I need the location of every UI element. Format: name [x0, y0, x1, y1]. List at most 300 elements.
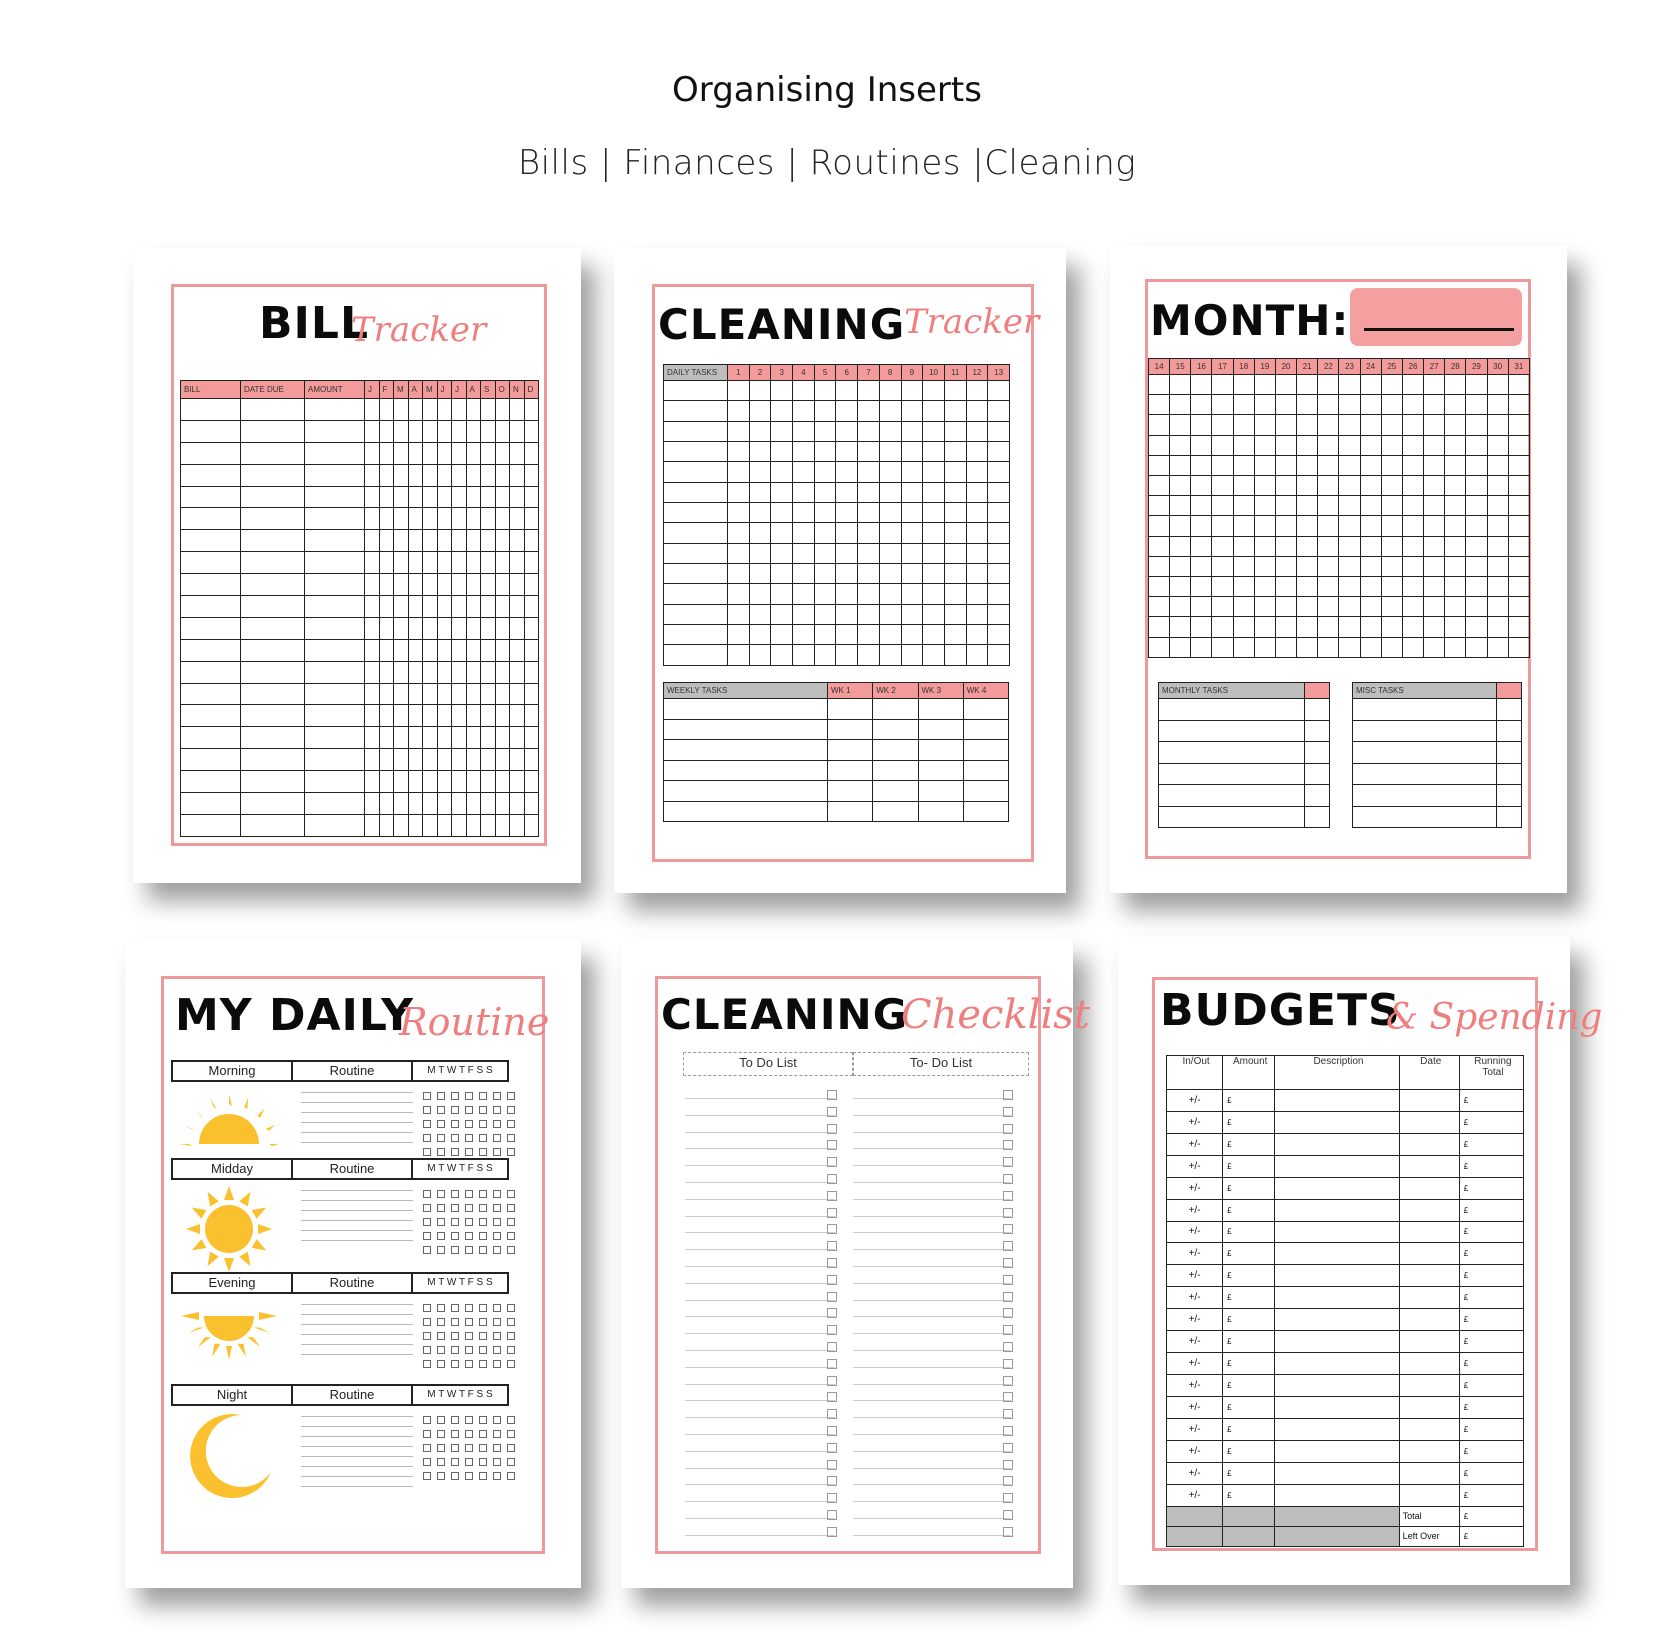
table-cell[interactable] — [510, 705, 525, 727]
date-cell[interactable] — [1399, 1462, 1459, 1484]
table-cell[interactable] — [901, 625, 923, 645]
table-cell[interactable] — [771, 604, 793, 624]
table-cell[interactable] — [966, 584, 988, 604]
running-total-cell[interactable]: £ — [1459, 1440, 1523, 1462]
todo-checkbox[interactable] — [827, 1140, 837, 1150]
routine-checkbox[interactable] — [493, 1332, 501, 1340]
table-cell[interactable] — [664, 381, 728, 401]
table-cell[interactable] — [923, 604, 945, 624]
table-cell[interactable] — [1254, 617, 1275, 637]
date-cell[interactable] — [1399, 1199, 1459, 1221]
routine-line[interactable] — [301, 1122, 413, 1123]
routine-checkbox[interactable] — [437, 1148, 445, 1156]
todo-line[interactable] — [853, 1367, 1011, 1368]
table-cell[interactable] — [394, 705, 409, 727]
table-cell[interactable] — [901, 462, 923, 482]
routine-checkbox[interactable] — [465, 1304, 473, 1312]
routine-checkbox[interactable] — [479, 1360, 487, 1368]
table-cell[interactable] — [1487, 536, 1508, 556]
routine-checkbox[interactable] — [437, 1246, 445, 1254]
table-cell[interactable] — [664, 645, 728, 666]
todo-checkbox[interactable] — [827, 1124, 837, 1134]
table-cell[interactable] — [379, 749, 394, 771]
running-total-cell[interactable]: £ — [1459, 1374, 1523, 1396]
table-cell[interactable] — [1159, 742, 1305, 764]
table-cell[interactable] — [858, 584, 880, 604]
table-cell[interactable] — [379, 661, 394, 683]
table-cell[interactable] — [728, 625, 750, 645]
table-cell[interactable] — [901, 482, 923, 502]
routine-checkbox[interactable] — [479, 1218, 487, 1226]
table-cell[interactable] — [879, 401, 901, 421]
todo-line[interactable] — [685, 1451, 835, 1452]
table-cell[interactable] — [481, 705, 496, 727]
table-cell[interactable] — [181, 661, 241, 683]
table-cell[interactable] — [879, 543, 901, 563]
table-cell[interactable] — [749, 421, 771, 441]
todo-checkbox[interactable] — [827, 1325, 837, 1335]
table-cell[interactable] — [1275, 597, 1296, 617]
routine-checkbox[interactable] — [465, 1318, 473, 1326]
table-cell[interactable] — [1170, 455, 1191, 475]
routine-checkbox[interactable] — [507, 1134, 515, 1142]
table-cell[interactable] — [365, 596, 380, 618]
description-cell[interactable] — [1275, 1396, 1399, 1418]
table-cell[interactable] — [1360, 455, 1381, 475]
table-cell[interactable] — [1487, 496, 1508, 516]
table-cell[interactable] — [1445, 455, 1466, 475]
table-cell[interactable] — [495, 399, 510, 421]
table-cell[interactable] — [1212, 435, 1233, 455]
table-cell[interactable] — [1191, 476, 1212, 496]
todo-checkbox[interactable] — [1003, 1174, 1013, 1184]
table-cell[interactable] — [1233, 395, 1254, 415]
table-cell[interactable] — [828, 760, 873, 781]
table-cell[interactable] — [1487, 577, 1508, 597]
table-cell[interactable] — [1297, 496, 1318, 516]
table-cell[interactable] — [1233, 556, 1254, 576]
table-cell[interactable] — [1381, 516, 1402, 536]
table-cell[interactable] — [1149, 516, 1170, 536]
todo-line[interactable] — [853, 1216, 1011, 1217]
table-cell[interactable] — [944, 645, 966, 666]
table-cell[interactable] — [394, 399, 409, 421]
table-cell[interactable] — [1487, 637, 1508, 657]
table-cell[interactable] — [923, 442, 945, 462]
table-cell[interactable] — [728, 564, 750, 584]
routine-lines[interactable] — [301, 1190, 413, 1250]
table-cell[interactable] — [1466, 577, 1487, 597]
table-cell[interactable] — [466, 442, 481, 464]
table-cell[interactable] — [510, 508, 525, 530]
table-cell[interactable] — [1212, 637, 1233, 657]
amount-cell[interactable]: £ — [1223, 1462, 1275, 1484]
table-cell[interactable] — [1275, 536, 1296, 556]
table-cell[interactable] — [394, 486, 409, 508]
routine-checkbox[interactable] — [437, 1092, 445, 1100]
todo-checkbox[interactable] — [1003, 1308, 1013, 1318]
table-cell[interactable] — [1487, 556, 1508, 576]
table-cell[interactable] — [524, 552, 539, 574]
todo-checkbox[interactable] — [827, 1510, 837, 1520]
table-cell[interactable] — [664, 442, 728, 462]
date-cell[interactable] — [1399, 1090, 1459, 1112]
table-cell[interactable] — [365, 749, 380, 771]
table-cell[interactable] — [664, 401, 728, 421]
table-cell[interactable] — [510, 617, 525, 639]
table-cell[interactable] — [1445, 435, 1466, 455]
table-cell[interactable] — [1149, 455, 1170, 475]
routine-checkbox[interactable] — [423, 1444, 431, 1452]
routine-line[interactable] — [301, 1102, 413, 1103]
routine-checkbox[interactable] — [451, 1318, 459, 1326]
table-cell[interactable] — [1360, 637, 1381, 657]
table-cell[interactable] — [1445, 375, 1466, 395]
table-cell[interactable] — [1402, 395, 1423, 415]
table-cell[interactable] — [524, 508, 539, 530]
routine-checkbox[interactable] — [437, 1458, 445, 1466]
table-cell[interactable] — [901, 645, 923, 666]
table-cell[interactable] — [365, 486, 380, 508]
table-cell[interactable] — [1402, 435, 1423, 455]
todo-line[interactable] — [685, 1266, 835, 1267]
table-cell[interactable] — [1381, 395, 1402, 415]
routine-checkbox[interactable] — [451, 1332, 459, 1340]
table-cell[interactable] — [828, 740, 873, 761]
table-cell[interactable] — [664, 760, 828, 781]
routine-checkbox[interactable] — [493, 1190, 501, 1198]
table-cell[interactable] — [879, 604, 901, 624]
table-cell[interactable] — [1487, 375, 1508, 395]
routine-line[interactable] — [301, 1426, 413, 1427]
table-cell[interactable] — [664, 801, 828, 822]
table-cell[interactable] — [365, 814, 380, 836]
table-cell[interactable] — [1360, 415, 1381, 435]
table-cell[interactable] — [1381, 496, 1402, 516]
todo-checkbox[interactable] — [1003, 1443, 1013, 1453]
table-cell[interactable] — [771, 462, 793, 482]
table-cell[interactable] — [1191, 516, 1212, 536]
description-cell[interactable] — [1275, 1221, 1399, 1243]
table-cell[interactable] — [1275, 415, 1296, 435]
table-cell[interactable] — [524, 661, 539, 683]
table-cell[interactable] — [379, 399, 394, 421]
table-cell[interactable] — [1360, 577, 1381, 597]
routine-checkbox[interactable] — [507, 1190, 515, 1198]
routine-checkbox[interactable] — [423, 1092, 431, 1100]
in-out-cell[interactable]: +/- — [1167, 1199, 1223, 1221]
table-cell[interactable] — [423, 705, 438, 727]
table-cell[interactable] — [749, 523, 771, 543]
table-cell[interactable] — [879, 462, 901, 482]
table-cell[interactable] — [1339, 455, 1360, 475]
table-cell[interactable] — [241, 617, 305, 639]
table-cell[interactable] — [452, 793, 467, 815]
routine-checkbox[interactable] — [465, 1204, 473, 1212]
table-cell[interactable] — [365, 617, 380, 639]
table-cell[interactable] — [437, 771, 452, 793]
todo-line[interactable] — [685, 1417, 835, 1418]
table-cell[interactable] — [1212, 476, 1233, 496]
table-cell[interactable] — [481, 574, 496, 596]
todo-checkbox[interactable] — [1003, 1476, 1013, 1486]
table-cell[interactable] — [966, 401, 988, 421]
table-cell[interactable] — [901, 421, 923, 441]
description-cell[interactable] — [1275, 1353, 1399, 1375]
table-cell[interactable] — [466, 793, 481, 815]
table-cell[interactable] — [1487, 597, 1508, 617]
table-cell[interactable] — [814, 564, 836, 584]
table-cell[interactable] — [1170, 617, 1191, 637]
table-cell[interactable] — [1149, 476, 1170, 496]
todo-line[interactable] — [685, 1182, 835, 1183]
in-out-cell[interactable]: +/- — [1167, 1418, 1223, 1440]
table-cell[interactable] — [495, 771, 510, 793]
todo-line[interactable] — [853, 1098, 1011, 1099]
routine-checkbox[interactable] — [423, 1332, 431, 1340]
table-cell[interactable] — [394, 508, 409, 530]
in-out-cell[interactable]: +/- — [1167, 1090, 1223, 1112]
table-cell[interactable] — [1466, 536, 1487, 556]
routine-checkbox[interactable] — [465, 1134, 473, 1142]
table-cell[interactable] — [481, 596, 496, 618]
routine-checkbox[interactable] — [465, 1416, 473, 1424]
table-cell[interactable] — [305, 530, 365, 552]
table-cell[interactable] — [379, 639, 394, 661]
table-cell[interactable] — [1497, 699, 1522, 721]
table-cell[interactable] — [749, 381, 771, 401]
date-cell[interactable] — [1399, 1484, 1459, 1506]
table-cell[interactable] — [1191, 435, 1212, 455]
table-cell[interactable] — [408, 727, 423, 749]
table-cell[interactable] — [510, 683, 525, 705]
table-cell[interactable] — [181, 814, 241, 836]
table-cell[interactable] — [181, 464, 241, 486]
table-cell[interactable] — [1233, 637, 1254, 657]
table-cell[interactable] — [481, 552, 496, 574]
table-cell[interactable] — [452, 442, 467, 464]
table-cell[interactable] — [923, 482, 945, 502]
table-cell[interactable] — [365, 574, 380, 596]
routine-checkbox[interactable] — [451, 1190, 459, 1198]
table-cell[interactable] — [1212, 395, 1233, 415]
table-cell[interactable] — [481, 749, 496, 771]
routine-checkbox[interactable] — [507, 1444, 515, 1452]
routine-checkbox[interactable] — [507, 1472, 515, 1480]
table-cell[interactable] — [1381, 597, 1402, 617]
routine-checkbox[interactable] — [479, 1318, 487, 1326]
table-cell[interactable] — [1297, 435, 1318, 455]
table-cell[interactable] — [749, 625, 771, 645]
table-cell[interactable] — [1233, 516, 1254, 536]
routine-checkbox[interactable] — [451, 1458, 459, 1466]
table-cell[interactable] — [1170, 556, 1191, 576]
amount-cell[interactable]: £ — [1223, 1484, 1275, 1506]
table-cell[interactable] — [379, 814, 394, 836]
table-cell[interactable] — [879, 381, 901, 401]
table-cell[interactable] — [918, 719, 963, 740]
table-cell[interactable] — [814, 625, 836, 645]
table-cell[interactable] — [879, 523, 901, 543]
in-out-cell[interactable]: +/- — [1167, 1331, 1223, 1353]
table-cell[interactable] — [305, 661, 365, 683]
table-cell[interactable] — [944, 462, 966, 482]
table-cell[interactable] — [437, 574, 452, 596]
table-cell[interactable] — [771, 645, 793, 666]
table-cell[interactable] — [1149, 536, 1170, 556]
routine-line[interactable] — [301, 1456, 413, 1457]
table-cell[interactable] — [1254, 637, 1275, 657]
table-cell[interactable] — [1381, 637, 1402, 657]
table-cell[interactable] — [1339, 516, 1360, 536]
table-cell[interactable] — [944, 523, 966, 543]
table-cell[interactable] — [988, 442, 1010, 462]
table-cell[interactable] — [423, 552, 438, 574]
table-cell[interactable] — [466, 530, 481, 552]
table-cell[interactable] — [879, 421, 901, 441]
table-cell[interactable] — [1466, 496, 1487, 516]
table-cell[interactable] — [1424, 435, 1445, 455]
table-cell[interactable] — [1424, 536, 1445, 556]
table-cell[interactable] — [1508, 577, 1529, 597]
table-cell[interactable] — [495, 508, 510, 530]
table-cell[interactable] — [241, 727, 305, 749]
table-cell[interactable] — [923, 381, 945, 401]
table-cell[interactable] — [918, 760, 963, 781]
routine-checkbox[interactable] — [479, 1134, 487, 1142]
routine-checkbox[interactable] — [451, 1416, 459, 1424]
routine-checkbox[interactable] — [479, 1092, 487, 1100]
todo-checkbox[interactable] — [1003, 1527, 1013, 1537]
table-cell[interactable] — [858, 543, 880, 563]
table-cell[interactable] — [437, 617, 452, 639]
table-cell[interactable] — [793, 645, 815, 666]
routine-checkbox[interactable] — [493, 1246, 501, 1254]
table-cell[interactable] — [394, 749, 409, 771]
table-cell[interactable] — [1191, 577, 1212, 597]
table-cell[interactable] — [1360, 536, 1381, 556]
routine-checkbox[interactable] — [465, 1092, 473, 1100]
amount-cell[interactable]: £ — [1223, 1287, 1275, 1309]
description-cell[interactable] — [1275, 1265, 1399, 1287]
table-cell[interactable] — [466, 749, 481, 771]
table-cell[interactable] — [966, 421, 988, 441]
table-cell[interactable] — [305, 683, 365, 705]
table-cell[interactable] — [1149, 617, 1170, 637]
table-cell[interactable] — [379, 727, 394, 749]
table-cell[interactable] — [901, 523, 923, 543]
table-cell[interactable] — [966, 564, 988, 584]
table-cell[interactable] — [365, 508, 380, 530]
in-out-cell[interactable]: +/- — [1167, 1221, 1223, 1243]
table-cell[interactable] — [305, 814, 365, 836]
table-cell[interactable] — [1445, 415, 1466, 435]
todo-line[interactable] — [685, 1300, 835, 1301]
routine-checkbox[interactable] — [423, 1106, 431, 1114]
table-cell[interactable] — [510, 464, 525, 486]
table-cell[interactable] — [423, 508, 438, 530]
routine-line[interactable] — [301, 1230, 413, 1231]
table-cell[interactable] — [664, 604, 728, 624]
table-cell[interactable] — [1212, 597, 1233, 617]
routine-checkbox[interactable] — [465, 1218, 473, 1226]
table-cell[interactable] — [495, 420, 510, 442]
table-cell[interactable] — [918, 740, 963, 761]
routine-checkbox[interactable] — [423, 1416, 431, 1424]
table-cell[interactable] — [408, 639, 423, 661]
table-cell[interactable] — [1487, 617, 1508, 637]
table-cell[interactable] — [836, 604, 858, 624]
table-cell[interactable] — [1381, 415, 1402, 435]
table-cell[interactable] — [966, 604, 988, 624]
description-cell[interactable] — [1275, 1331, 1399, 1353]
routine-checkbox[interactable] — [479, 1416, 487, 1424]
todo-checkbox[interactable] — [1003, 1510, 1013, 1520]
table-cell[interactable] — [923, 564, 945, 584]
routine-checkbox[interactable] — [493, 1232, 501, 1240]
table-cell[interactable] — [423, 442, 438, 464]
table-cell[interactable] — [437, 464, 452, 486]
table-cell[interactable] — [379, 793, 394, 815]
table-cell[interactable] — [814, 381, 836, 401]
table-cell[interactable] — [988, 543, 1010, 563]
table-cell[interactable] — [408, 552, 423, 574]
table-cell[interactable] — [879, 564, 901, 584]
routine-line[interactable] — [301, 1092, 413, 1093]
routine-checkbox[interactable] — [493, 1148, 501, 1156]
table-cell[interactable] — [1402, 617, 1423, 637]
table-cell[interactable] — [394, 793, 409, 815]
description-cell[interactable] — [1275, 1243, 1399, 1265]
table-cell[interactable] — [365, 705, 380, 727]
table-cell[interactable] — [1402, 496, 1423, 516]
running-total-cell[interactable]: £ — [1459, 1418, 1523, 1440]
table-cell[interactable] — [1402, 536, 1423, 556]
routine-line[interactable] — [301, 1436, 413, 1437]
todo-line[interactable] — [685, 1434, 835, 1435]
table-cell[interactable] — [481, 617, 496, 639]
description-cell[interactable] — [1275, 1374, 1399, 1396]
table-cell[interactable] — [728, 523, 750, 543]
table-cell[interactable] — [771, 482, 793, 502]
table-cell[interactable] — [814, 482, 836, 502]
table-cell[interactable] — [394, 661, 409, 683]
table-cell[interactable] — [1424, 496, 1445, 516]
routine-checkbox[interactable] — [493, 1218, 501, 1226]
routine-line[interactable] — [301, 1304, 413, 1305]
routine-checkbox[interactable] — [437, 1318, 445, 1326]
table-cell[interactable] — [1191, 617, 1212, 637]
total-row-value[interactable]: £ — [1459, 1506, 1523, 1526]
table-cell[interactable] — [394, 814, 409, 836]
table-cell[interactable] — [966, 462, 988, 482]
table-cell[interactable] — [379, 442, 394, 464]
table-cell[interactable] — [901, 442, 923, 462]
table-cell[interactable] — [988, 421, 1010, 441]
table-cell[interactable] — [1149, 395, 1170, 415]
table-cell[interactable] — [1254, 597, 1275, 617]
table-cell[interactable] — [901, 503, 923, 523]
routine-line[interactable] — [301, 1210, 413, 1211]
routine-checkbox[interactable] — [437, 1360, 445, 1368]
table-cell[interactable] — [664, 781, 828, 802]
table-cell[interactable] — [305, 420, 365, 442]
table-cell[interactable] — [181, 552, 241, 574]
todo-line[interactable] — [853, 1148, 1011, 1149]
table-cell[interactable] — [1318, 617, 1339, 637]
table-cell[interactable] — [1233, 617, 1254, 637]
table-cell[interactable] — [664, 564, 728, 584]
